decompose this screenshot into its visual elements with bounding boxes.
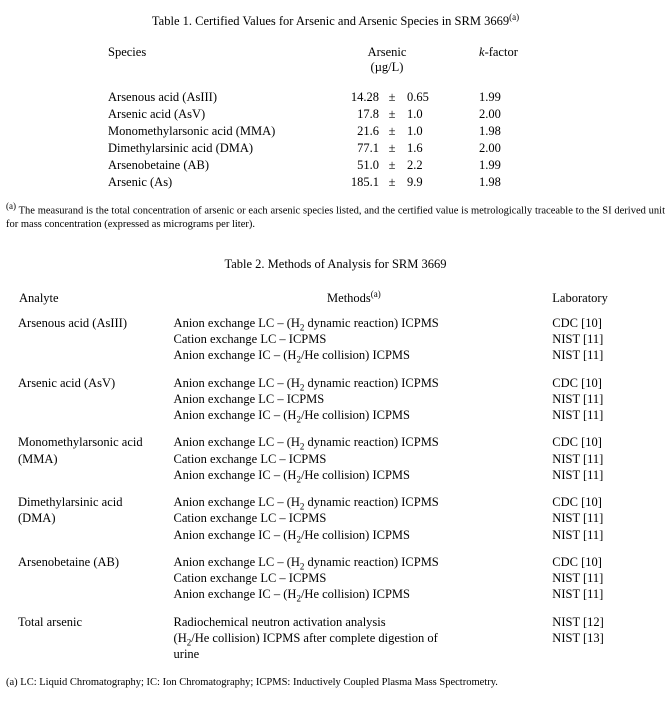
method-line bbox=[174, 510, 535, 526]
table1-caption bbox=[0, 11, 671, 29]
table1-cell-value: 21.6 bbox=[357, 124, 379, 138]
method-text-sub: 2 bbox=[299, 382, 305, 392]
method-text-sub: 2 bbox=[299, 441, 305, 452]
analyte-line-1: Arsenous acid (AsIII) bbox=[18, 315, 127, 330]
table2-header-methods-footnote-mark: (a) bbox=[370, 288, 381, 299]
table2-cell-methods bbox=[174, 483, 535, 543]
method-text-pre: Anion exchange LC – (H bbox=[173, 554, 300, 569]
table1-cell-pm: ± bbox=[388, 124, 396, 138]
lab-line: NIST [11] bbox=[552, 587, 604, 602]
analyte-line-1: Monomethylarsonic acid bbox=[18, 435, 143, 450]
table1-footnote bbox=[6, 201, 665, 231]
table1-cell-uncertainty: 9.9 bbox=[407, 175, 423, 189]
table2-cell-laboratory bbox=[534, 543, 654, 603]
lab-line: CDC [10] bbox=[552, 375, 602, 390]
table-row bbox=[108, 157, 575, 174]
table1-header-kfactor-symbol: k bbox=[479, 45, 485, 59]
method-line bbox=[174, 315, 535, 331]
table-row bbox=[18, 315, 654, 364]
table1-header-species: Species bbox=[108, 45, 147, 59]
method-text-sub: 2 bbox=[296, 414, 301, 425]
method-text-pre: Anion exchange LC – ICPMS bbox=[173, 391, 325, 406]
method-text-pre: Anion exchange LC – (H bbox=[173, 315, 300, 330]
certified-values-table bbox=[108, 45, 575, 191]
table2-cell-methods bbox=[174, 364, 535, 424]
lab-line: NIST [11] bbox=[552, 571, 604, 585]
method-line bbox=[174, 407, 535, 423]
method-text-sub: 2 bbox=[296, 474, 301, 485]
table1-header-arsenic bbox=[333, 45, 441, 77]
table2-cell-analyte bbox=[18, 364, 174, 424]
table2-footnote-mark: (a) bbox=[6, 677, 18, 689]
table-row bbox=[18, 364, 654, 424]
method-text-sub: 2 bbox=[299, 322, 305, 333]
table1-caption-text: Table 1. Certified Values for Arsenic and Arsenic Species in SRM 3669 bbox=[151, 14, 510, 28]
method-text-pre: Anion exchange IC – (H bbox=[173, 348, 297, 363]
method-line bbox=[174, 494, 535, 510]
lab-line: NIST [11] bbox=[552, 451, 604, 466]
method-text-pre: Anion exchange IC – (H bbox=[173, 467, 297, 482]
table1-cell-kfactor: 1.98 bbox=[479, 175, 501, 189]
method-text-post: dynamic reaction) ICPMS bbox=[304, 315, 439, 330]
method-line bbox=[174, 434, 535, 450]
table-row bbox=[18, 543, 654, 603]
analyte-line-1: Arsenic acid (AsV) bbox=[18, 375, 116, 390]
method-text-pre: Anion exchange LC – (H bbox=[173, 375, 300, 390]
method-text-pre: urine bbox=[173, 647, 200, 661]
method-text-pre: Anion exchange IC – (H bbox=[173, 587, 297, 602]
table2-cell-analyte bbox=[18, 603, 174, 663]
table1-cell-kfactor: 1.99 bbox=[479, 90, 501, 104]
lab-line: NIST [11] bbox=[552, 348, 604, 363]
table2-footnote bbox=[6, 676, 665, 689]
table1-cell-value: 14.28 bbox=[350, 90, 379, 104]
method-text-sub: 2 bbox=[296, 534, 301, 544]
table1-caption-footnote-mark: (a) bbox=[509, 11, 520, 22]
method-line bbox=[174, 646, 535, 662]
lab-line: NIST [11] bbox=[552, 332, 604, 346]
lab-line: NIST [11] bbox=[552, 511, 604, 526]
method-line bbox=[174, 554, 535, 570]
method-text-sub: 2 bbox=[299, 561, 305, 572]
method-line bbox=[174, 586, 535, 602]
method-text-post: /He collision) ICPMS bbox=[300, 587, 410, 602]
table1-cell-uncertainty: 1.0 bbox=[407, 124, 423, 138]
table2-footnote-text: LC: Liquid Chromatography; IC: Ion Chromatography; ICPMS: Inductively Coupled Plasma Mass Spectrometry. bbox=[20, 677, 498, 689]
method-text-pre: (H bbox=[173, 630, 187, 645]
table1-cell-value: 17.8 bbox=[357, 107, 379, 121]
lab-line: NIST [11] bbox=[552, 467, 604, 482]
table1-cell-pm: ± bbox=[388, 141, 396, 155]
method-text-post: dynamic reaction) ICPMS bbox=[304, 375, 439, 390]
method-line bbox=[174, 331, 535, 347]
method-text-pre: Anion exchange IC – (H bbox=[173, 408, 297, 422]
table2-cell-laboratory bbox=[534, 603, 654, 663]
table-row bbox=[18, 603, 654, 663]
table1-cell-uncertainty: 0.65 bbox=[407, 90, 429, 104]
table1-footnote-text: The measurand is the total concentration of arsenic or each arsenic species listed, and the certified value is metrologically traceable to the SI derived unit for mass concentration (expressed as micrograms per liter). bbox=[6, 205, 665, 230]
analyte-line-2: (MMA) bbox=[18, 451, 58, 466]
method-text-post: dynamic reaction) ICPMS bbox=[304, 435, 439, 450]
table-row bbox=[108, 140, 575, 157]
method-text-pre: Cation exchange LC – ICPMS bbox=[173, 332, 327, 346]
lab-line: CDC [10] bbox=[552, 435, 602, 450]
method-line bbox=[174, 630, 535, 646]
method-text-sub: 2 bbox=[186, 637, 192, 648]
table1-cell-pm: ± bbox=[388, 175, 396, 189]
table-row bbox=[108, 106, 575, 123]
table1-header-kfactor-rest: -factor bbox=[484, 45, 518, 59]
method-line bbox=[174, 375, 535, 391]
table2-header-row bbox=[18, 290, 654, 315]
lab-line: NIST [11] bbox=[552, 527, 604, 542]
table1-header-spacer bbox=[108, 77, 575, 89]
method-text-pre: Radiochemical neutron activation analysis bbox=[173, 614, 386, 629]
table1-cell-value: 51.0 bbox=[357, 158, 379, 172]
table1-cell-kfactor: 2.00 bbox=[479, 107, 501, 121]
table1-cell-kfactor: 2.00 bbox=[479, 141, 501, 155]
table1-cell-uncertainty: 1.6 bbox=[407, 141, 423, 155]
method-text-pre: Cation exchange LC – ICPMS bbox=[173, 571, 327, 585]
method-line bbox=[174, 527, 535, 543]
table1-cell-species: Monomethylarsonic acid (MMA) bbox=[108, 124, 276, 138]
table2-header-analyte: Analyte bbox=[19, 290, 59, 305]
method-text-post: dynamic reaction) ICPMS bbox=[304, 554, 439, 569]
table2-cell-methods bbox=[174, 543, 535, 603]
table2-cell-laboratory bbox=[534, 483, 654, 543]
table2-cell-methods bbox=[174, 315, 535, 364]
table1-header-row bbox=[108, 45, 575, 77]
method-line bbox=[174, 570, 535, 586]
table2-cell-laboratory bbox=[534, 423, 654, 483]
table2-cell-analyte bbox=[18, 483, 174, 543]
method-text-post: /He collision) ICPMS bbox=[300, 467, 410, 482]
method-text-post: /He collision) ICPMS after complete digestion of bbox=[191, 630, 438, 645]
table1-cell-kfactor: 1.99 bbox=[479, 158, 501, 172]
table1-header-arsenic-units: (µg/L) bbox=[370, 60, 404, 74]
table2-cell-analyte bbox=[18, 423, 174, 483]
table1-cell-pm: ± bbox=[388, 158, 396, 172]
lab-line: CDC [10] bbox=[552, 554, 602, 569]
table-row bbox=[108, 123, 575, 140]
analyte-line-1: Arsenobetaine (AB) bbox=[18, 554, 120, 569]
table-row bbox=[108, 174, 575, 191]
table-row bbox=[18, 423, 654, 483]
method-line bbox=[174, 614, 535, 630]
table1-cell-species: Arsenic (As) bbox=[108, 175, 173, 189]
lab-line: NIST [11] bbox=[552, 408, 604, 422]
table2-header-methods-label: Methods bbox=[327, 290, 371, 305]
method-line bbox=[174, 347, 535, 363]
table1-cell-uncertainty: 1.0 bbox=[407, 107, 423, 121]
document-page bbox=[0, 11, 671, 709]
table2-cell-analyte bbox=[18, 543, 174, 603]
method-text-pre: Anion exchange IC – (H bbox=[173, 527, 297, 542]
table2-cell-laboratory bbox=[534, 364, 654, 424]
table2-cell-methods bbox=[174, 423, 535, 483]
table1-cell-species: Arsenic acid (AsV) bbox=[108, 107, 206, 121]
table2-header-laboratory: Laboratory bbox=[552, 290, 608, 305]
method-line bbox=[174, 451, 535, 467]
analyte-line-1: Dimethylarsinic acid bbox=[18, 495, 123, 509]
table1-cell-pm: ± bbox=[388, 107, 396, 121]
table1-cell-species: Dimethylarsinic acid (DMA) bbox=[108, 141, 254, 155]
table1-footnote-mark: (a) bbox=[6, 201, 16, 211]
table1-cell-pm: ± bbox=[388, 90, 396, 104]
table-row bbox=[18, 483, 654, 543]
method-line bbox=[174, 467, 535, 483]
method-text-sub: 2 bbox=[296, 354, 301, 365]
table2-cell-methods bbox=[174, 603, 535, 663]
method-text-sub: 2 bbox=[296, 593, 301, 604]
table1-cell-species: Arsenous acid (AsIII) bbox=[108, 90, 217, 104]
method-text-pre: Cation exchange LC – ICPMS bbox=[173, 511, 327, 526]
table2-header-methods bbox=[174, 290, 535, 315]
lab-line: NIST [11] bbox=[552, 391, 604, 406]
lab-line: CDC [10] bbox=[552, 315, 602, 330]
table2-caption: Table 2. Methods of Analysis for SRM 3669 bbox=[224, 256, 447, 271]
table2-cell-laboratory bbox=[534, 315, 654, 364]
method-text-pre: Anion exchange LC – (H bbox=[173, 435, 300, 450]
method-text-post: /He collision) ICPMS bbox=[300, 348, 410, 363]
method-text-pre: Cation exchange LC – ICPMS bbox=[173, 451, 327, 466]
lab-line: NIST [12] bbox=[552, 614, 604, 629]
table1-header-arsenic-label: Arsenic bbox=[367, 45, 407, 59]
table1-cell-value: 185.1 bbox=[350, 175, 379, 189]
analyte-line-1: Total arsenic bbox=[18, 614, 83, 629]
table1-header-kfactor bbox=[441, 45, 575, 77]
table-row bbox=[108, 89, 575, 106]
analyte-line-2: (DMA) bbox=[18, 511, 56, 526]
methods-of-analysis-table bbox=[18, 290, 654, 663]
method-line bbox=[174, 391, 535, 407]
table1-cell-kfactor: 1.98 bbox=[479, 124, 501, 138]
method-text-sub: 2 bbox=[299, 501, 305, 512]
table1-cell-uncertainty: 2.2 bbox=[407, 158, 423, 172]
lab-line: NIST [13] bbox=[552, 630, 604, 645]
method-text-pre: Anion exchange LC – (H bbox=[173, 495, 300, 509]
table1-cell-species: Arsenobetaine (AB) bbox=[108, 158, 210, 172]
method-text-post: /He collision) ICPMS bbox=[300, 527, 410, 542]
table1-cell-value: 77.1 bbox=[357, 141, 379, 155]
table2-cell-analyte bbox=[18, 315, 174, 364]
method-text-post: /He collision) ICPMS bbox=[300, 408, 410, 422]
lab-line: CDC [10] bbox=[552, 495, 602, 509]
method-text-post: dynamic reaction) ICPMS bbox=[304, 495, 439, 509]
